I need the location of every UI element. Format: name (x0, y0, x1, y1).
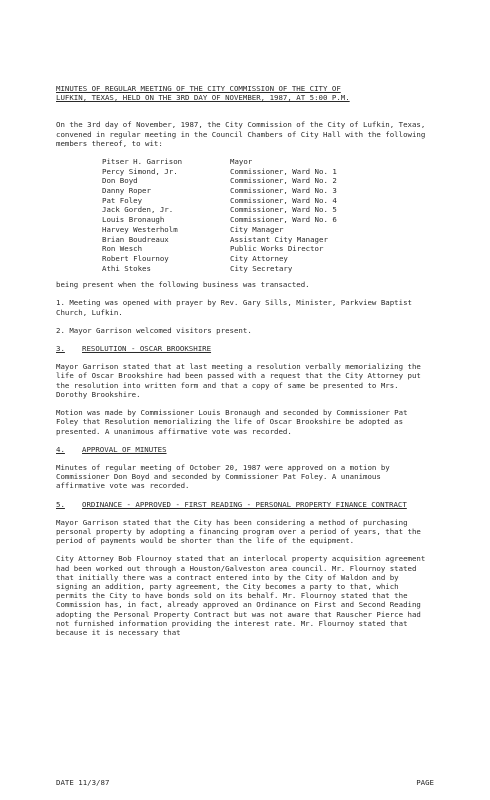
roster-name: Ron Wesch (102, 244, 143, 254)
roster-title: Commissioner, Ward No. 5 (230, 205, 337, 215)
section-3-paragraph-2: Motion was made by Commissioner Louis Bronaugh and seconded by Commissioner Pat Foley that Resolution memorializing the life of Oscar Brookshire be adopted as presented. A unanimous affirmative vote was recorded. (56, 408, 408, 436)
page-footer (56, 778, 434, 787)
roster-title: Commissioner, Ward No. 4 (230, 195, 337, 205)
roster-title: Commissioner, Ward No. 3 (230, 186, 337, 196)
roster-name: Jack Gorden, Jr. (102, 205, 174, 215)
section-number: 3. (56, 344, 65, 354)
roster-row (102, 176, 434, 186)
roster-row (102, 186, 434, 196)
section-5-heading (56, 500, 434, 509)
section-3-paragraph-1: Mayor Garrison stated that at last meeting a resolution verbally memorializing the life of Oscar Brookshire had been passed with a request that the City Attorney put the resolution into written form and that a copy of same be presented to Mrs. Dorothy Brookshire. (56, 362, 421, 399)
section-3-heading (56, 344, 434, 353)
roster-title: City Attorney (230, 253, 288, 263)
roster-title: City Manager (230, 224, 284, 234)
roster-name: Harvey Westerholm (102, 224, 178, 234)
section-number: 5. (56, 499, 65, 509)
roster-name: Percy Simond, Jr. (102, 166, 178, 176)
footer-page-label: PAGE (416, 778, 434, 787)
title-line-2: LUFKIN, TEXAS, HELD ON THE 3RD DAY OF NOVEMBER, 1987, AT 5:00 P.M. (56, 93, 350, 103)
intro-paragraph: On the 3rd day of November, 1987, the City Commission of the City of Lufkin, Texas, convened in regular meeting in the Council Chambers of City Hall with the following members thereof, to wit: (56, 120, 426, 148)
document-title (56, 84, 434, 102)
roster-row (102, 167, 434, 177)
roster-row (102, 205, 434, 215)
item-2-welcome: 2. Mayor Garrison welcomed visitors present. (56, 325, 252, 335)
roster-title: Commissioner, Ward No. 2 (230, 176, 337, 186)
section-number: 4. (56, 444, 65, 454)
footer-date: DATE 11/3/87 (56, 778, 110, 787)
present-statement: being present when the following business was transacted. (56, 280, 310, 290)
section-5-paragraph-2: City Attorney Bob Flournoy stated that an interlocal property acquisition agreement had been worked out through a Houston/Galveston area council. Mr. Flournoy stated that initially there was a contract entered into by the City of Waldon and by signing an addition, party agreement, the City becomes a party to that, which permits the City to have bonds sold on its behalf. Mr. Flournoy stated that the Commission has, in fact, already approved an Ordinance on First and Second Reading adopting the Personal Property Contract but was not aware that Rauscher Pierce had not furnished information providing the interest rate. Mr. Flournoy stated that because it is necessary that (56, 554, 426, 637)
attendee-roster (102, 157, 434, 273)
roster-name: Robert Flournoy (102, 253, 169, 263)
section-title: ORDINANCE - APPROVED - FIRST READING - PERSONAL PROPERTY FINANCE CONTRACT (82, 499, 407, 509)
roster-name: Pitser H. Garrison (102, 157, 183, 167)
roster-title: Commissioner, Ward No. 6 (230, 215, 337, 225)
roster-name: Danny Roper (102, 186, 151, 196)
roster-name: Don Boyd (102, 176, 138, 186)
section-title: APPROVAL OF MINUTES (82, 444, 167, 454)
item-1-prayer: 1. Meeting was opened with prayer by Rev. Gary Sills, Minister, Parkview Baptist Church, Lufkin. (56, 298, 412, 317)
section-5-paragraph-1: Mayor Garrison stated that the City has been considering a method of purchasing personal property by adopting a financing program over a period of years, that the period of payments would be shorter than the life of the equipment. (56, 517, 421, 546)
roster-name: Louis Bronaugh (102, 215, 165, 225)
roster-row (102, 254, 434, 264)
roster-title: City Secretary (230, 263, 293, 273)
section-4-heading (56, 445, 434, 454)
roster-row (102, 244, 434, 254)
roster-name: Brian Boudreaux (102, 234, 169, 244)
roster-row (102, 264, 434, 274)
section-4-paragraph-1: Minutes of regular meeting of October 20, 1987 were approved on a motion by Commissioner Don Boyd and seconded by Commissioner Pat Foley. A unanimous affirmative vote was recorded. (56, 462, 390, 491)
roster-name: Pat Foley (102, 195, 143, 205)
roster-row (102, 225, 434, 235)
roster-row (102, 196, 434, 206)
roster-title: Public Works Director (230, 244, 324, 254)
roster-title: Mayor (230, 157, 253, 167)
minutes-page (56, 84, 434, 637)
roster-row (102, 157, 434, 167)
roster-name: Athi Stokes (102, 263, 151, 273)
roster-title: Commissioner, Ward No. 1 (230, 166, 337, 176)
section-title: RESOLUTION - OSCAR BROOKSHIRE (82, 344, 212, 354)
roster-title: Assistant City Manager (230, 234, 328, 244)
roster-row (102, 215, 434, 225)
roster-row (102, 235, 434, 245)
title-line-1: MINUTES OF REGULAR MEETING OF THE CITY COMMISSION OF THE CITY OF (56, 84, 341, 93)
